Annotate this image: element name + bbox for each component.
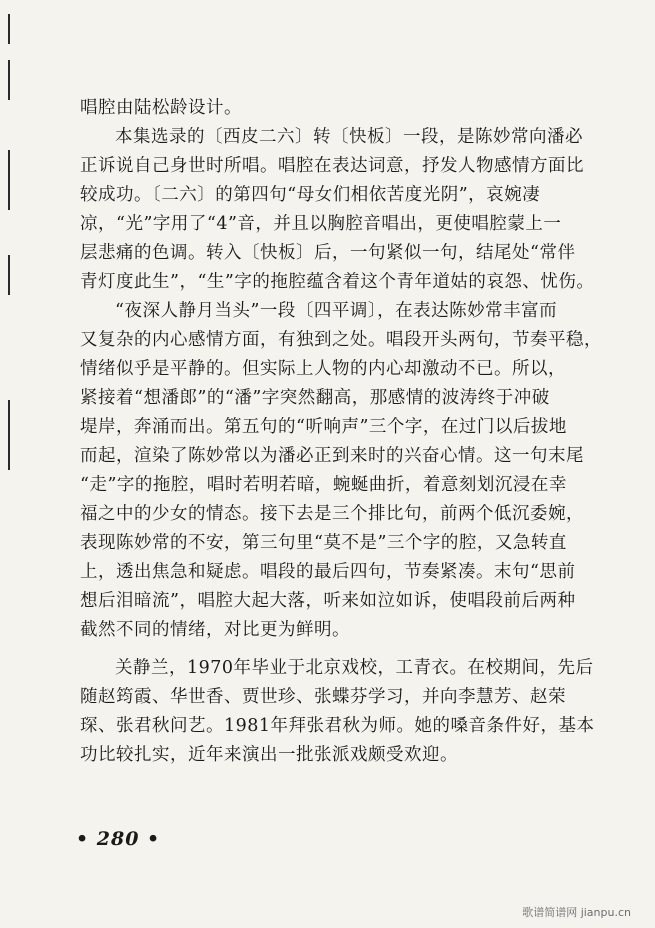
- text-line: 截然不同的情绪，对比更为鲜明。: [80, 620, 350, 640]
- text-line: 凉，“光”字用了“4”音，并且以胸腔音唱出，更使唱腔蒙上一: [80, 214, 562, 234]
- paragraph: [80, 297, 610, 645]
- binding-mark: [8, 255, 10, 295]
- text-line: 青灯度此生”，“生”字的拖腔蕴含着这个青年道姑的哀怨、忧伤。: [80, 272, 595, 292]
- binding-mark: [8, 60, 10, 100]
- text-line: 正诉说自己身世时所唱。唱腔在表达词意，抒发人物感情方面比: [80, 156, 584, 176]
- watermark: 歌谱简谱网 jianpu.cn: [522, 906, 631, 919]
- text-line: 上，透出焦急和疑虑。唱段的最后四句，节奏紧凑。末句“思前: [80, 562, 576, 582]
- text-line: 本集选录的〔西皮二六〕转〔快板〕一段，是陈妙常向潘必: [115, 127, 583, 147]
- text-line: 琛、张君秋问艺。1981年拜张君秋为师。她的嗓音条件好，基本: [80, 716, 595, 736]
- text-line: 唱腔由陆松龄设计。: [80, 98, 242, 118]
- binding-mark: [8, 400, 10, 470]
- body-text: [80, 94, 610, 770]
- text-line: 紧接着“想潘郎”的“潘”字突然翻高，那感情的波涛终于冲破: [80, 388, 550, 408]
- binding-mark: [8, 150, 10, 210]
- text-line: 较成功。〔二六〕的第四句“母女们相依苦度光阴”，哀婉凄: [80, 185, 541, 205]
- text-line: 情绪似乎是平静的。但实际上人物的内心却激动不已。所以，: [80, 359, 566, 379]
- text-line: “夜深人静月当头”一段〔四平调〕，在表达陈妙常丰富而: [115, 301, 558, 321]
- paragraph: [80, 123, 610, 297]
- binding-mark: [8, 14, 10, 44]
- paragraph-gap: [80, 645, 610, 654]
- text-line: “走”字的拖腔，唱时若明若暗，蜿蜒曲折，着意刻划沉浸在幸: [80, 475, 567, 495]
- text-line: 而起，渲染了陈妙常以为潘必正到来时的兴奋心情。这一句末尾: [80, 446, 584, 466]
- text-line: 表现陈妙常的不安，第三句里“莫不是”三个字的腔，又急转直: [80, 533, 567, 553]
- page-number: • 280 •: [76, 828, 161, 850]
- text-line: 关静兰，1970年毕业于北京戏校，工青衣。在校期间，先后: [115, 658, 594, 678]
- paragraph: [80, 654, 610, 770]
- text-line: 层悲痛的色调。转入〔快板〕后，一句紧似一句，结尾处“常伴: [80, 243, 576, 263]
- text-line: 又复杂的内心感情方面，有独到之处。唱段开头两句，节奏平稳，: [80, 330, 602, 350]
- text-line: 随赵筠霞、华世香、贾世珍、张蝶芬学习，并向李慧芳、赵荣: [80, 687, 566, 707]
- text-line: 福之中的少女的情态。接下去是三个排比句，前两个低沉委婉，: [80, 504, 584, 524]
- text-line: 想后泪暗流”，唱腔大起大落，听来如泣如诉，使唱段前后两种: [80, 591, 576, 611]
- paragraph: [80, 94, 610, 123]
- text-line: 功比较扎实，近年来演出一批张派戏颇受欢迎。: [80, 745, 458, 765]
- text-line: 堤岸，奔涌而出。第五句的“听响声”三个字，在过门以后拔地: [80, 417, 567, 437]
